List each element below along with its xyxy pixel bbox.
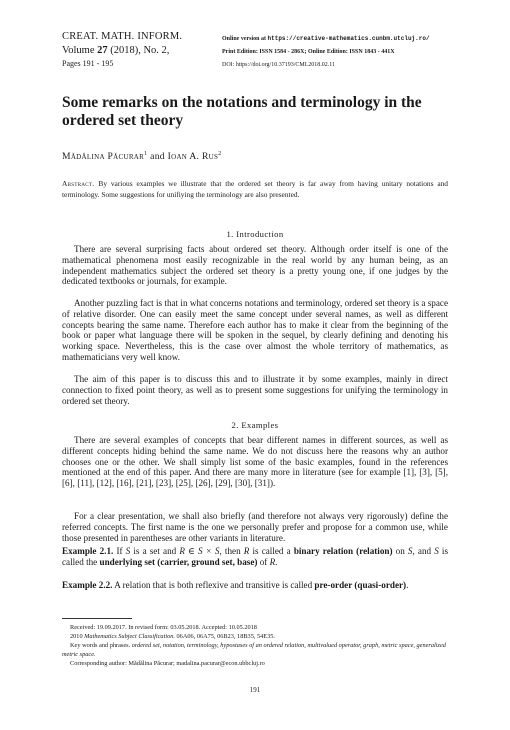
- abstract: [62, 179, 448, 200]
- intro-paragraph-2: Another puzzling fact is that in what concerns notations and terminology, ordered set theory is a space of relative disorder. One can easily meet the same concept under several names, as well as different concepts bearing the same name. Therefore each author has to make it clear from the beginning of the book or paper what language there will be spoken in the sequel, by clearly defining and denoting his working space. Nevertheless, this is the case over almost the whole territory of mathematics, as mathematicians very well know.: [62, 298, 448, 362]
- example-2-1: Example 2.1. If S is a set and R ∈ S × S, then R is called a binary relation (relation) on S, and S is called the underlying set (carrier, ground set, base) of R.: [62, 546, 449, 567]
- abstract-label: Abstract.: [62, 179, 95, 188]
- abstract-text: By various examples we illustrate that the ordered set theory is far away from having unitary notations and terminology. Some suggestions for unifiying the terminology are also presented.: [62, 179, 448, 199]
- example-2-1-label: Example 2.1.: [62, 546, 114, 556]
- journal-header: [62, 30, 212, 70]
- footnote-msc: 2010 Mathematics Subject Classification. 06A06, 06A75, 06B23, 18B35, 54E35.: [70, 633, 276, 640]
- journal-volume: Volume 27 (2018), No. 2,: [62, 45, 170, 56]
- footnote-keywords: Key words and phrases. ordered set, notation, terminology, hypostases of an ordered relation, multivalued operator, graph, metric space, generalized metric space.: [62, 642, 446, 659]
- journal-pages: Pages 191 - 195: [62, 59, 114, 68]
- examples-paragraph-2: For a clear presentation, we shall also briefly (and therefore not always very rigorously) define the referred concepts. The first name is the one we personally prefer and propose for a common use, while those presented in parentheses are other variants in literature.: [62, 511, 448, 543]
- section-heading-examples: 2. Examples: [231, 420, 279, 430]
- author-2-affiliation: 2: [218, 151, 222, 157]
- footnote-received: Received: 19.09.2017. In revised form: 03.05.2018. Accepted: 10.05.2018: [70, 624, 257, 631]
- footnote-separator: [62, 618, 132, 619]
- journal-name: CREAT. MATH. INFORM.: [62, 31, 183, 42]
- author-1: Mădălina Păcurar: [62, 151, 145, 163]
- publication-info: [222, 32, 482, 72]
- online-url-link[interactable]: https://creative-mathematics.cunbm.utcluj.ro/: [267, 35, 430, 42]
- example-2-2-label: Example 2.2.: [62, 580, 113, 590]
- author-2: Ioan A. Rus: [167, 151, 219, 163]
- author-line: Mădălina Păcurar$^1$ and Ioan A. Rus$^2$: [62, 151, 222, 163]
- example-2-2: Example 2.2. A relation that is both reflexive and transitive is called pre-order (quasi-order).: [62, 580, 409, 590]
- examples-paragraph-1: There are several examples of concepts that bear different names in different sources, as well as different concepts hiding behind the same name. We do not discuss here the reasons why an author chooses one or the other. We shall simply list some of the basic examples, found in the references mentioned at the end of this paper. And there are many more in literature (see for example [1], [3], [5], [6], [11], [12], [16], [21], [23], [25], [26], [29], [30], [31]).: [62, 435, 448, 489]
- intro-paragraph-3: The aim of this paper is to discuss this and to illustrate it by some examples, mainly in direct connection to fixed point theory, as well as to present some suggestions for unifying the terminology in ordered set theory.: [62, 374, 448, 406]
- doi-link[interactable]: DOI: https://doi.org/10.37193/CMI.2018.02.11: [222, 62, 336, 68]
- author-1-affiliation: 1: [144, 151, 148, 157]
- section-heading-introduction: 1. Introduction: [226, 229, 284, 239]
- page-number: 191: [249, 686, 261, 694]
- paper-title: Some remarks on the notations and terminology in the ordered set theory: [62, 94, 422, 129]
- online-version: Online version at https://creative-mathematics.cunbm.utcluj.ro/: [222, 35, 430, 42]
- issn-line: Print Edition: ISSN 1584 - 286X; Online Edition: ISSN 1843 - 441X: [222, 49, 395, 55]
- intro-paragraph-1: There are several surprising facts about ordered set theory. Although order itself is one of the mathematical phenomena most easily recognizable in the real world by any human being, as an independent mathematics subject the ordered set theory is a pretty young one, if one judges by the dedicated textbooks or journals, for example.: [62, 244, 448, 287]
- footnote-corresponding-author: Corresponding author: Mădălina Păcurar; madalina.pacurar@econ.ubbcluj.ro: [70, 660, 265, 667]
